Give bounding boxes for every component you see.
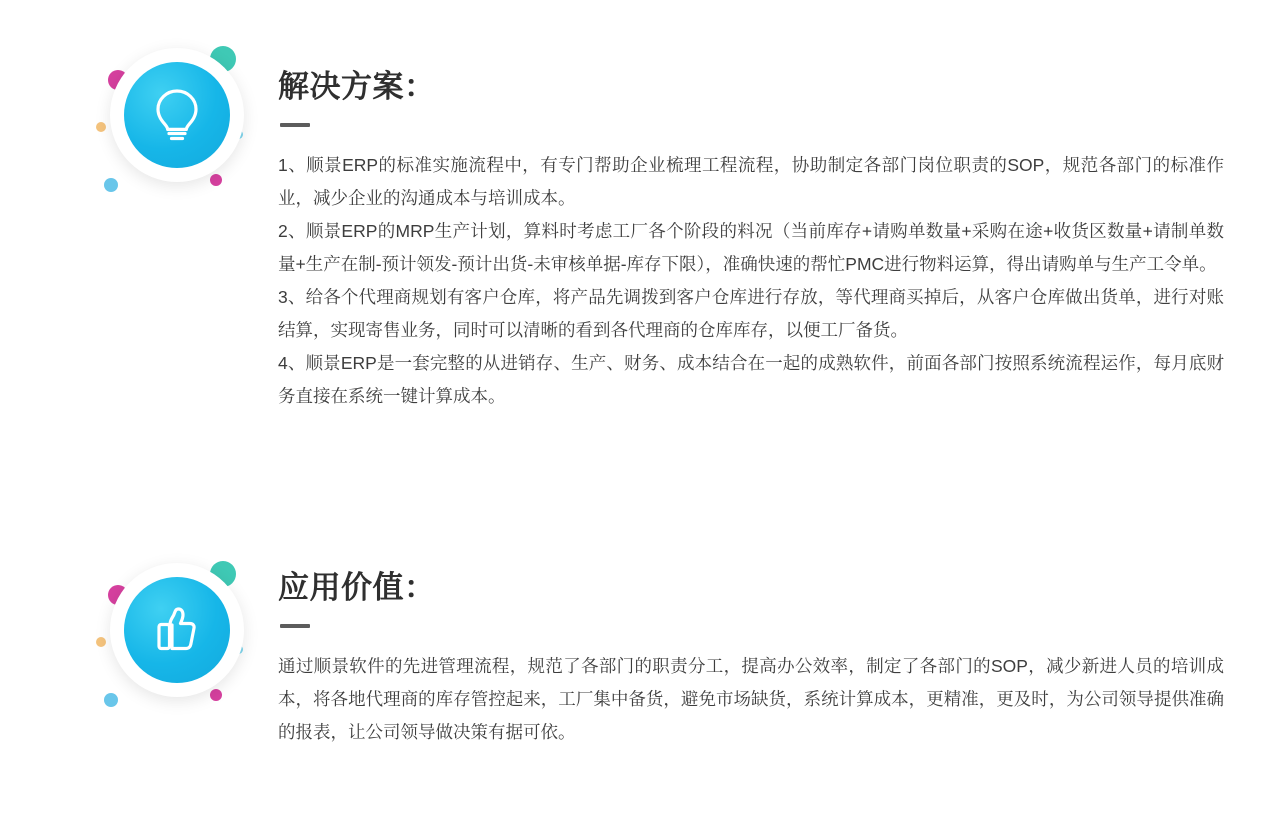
decorative-dot-sand bbox=[96, 122, 106, 132]
decorative-dot-sky-2 bbox=[104, 693, 118, 707]
section-solution bbox=[0, 30, 1264, 413]
decorative-dot-sky bbox=[104, 178, 118, 192]
decorative-dot-pink bbox=[210, 174, 222, 186]
solution-paragraph-2: 2、顺景ERP的MRP生产计划，算料时考虑工厂各个阶段的料况（当前库存+请购单数量+采购在途+收货区数量+请制单数量+生产在制-预计领发-预计出货-未审核单据-库存下限），准确快速的帮忙PMC进行物料运算，得出请购单与生产工令单。 bbox=[278, 221, 1224, 275]
thumbs-up-icon bbox=[124, 577, 230, 683]
value-content bbox=[278, 547, 1264, 749]
title-underline-2 bbox=[280, 624, 310, 628]
title-underline bbox=[280, 123, 310, 127]
value-paragraph-1: 通过顺景软件的先进管理流程，规范了各部门的职责分工，提高办公效率，制定了各部门的SOP，减少新进人员的培训成本，将各地代理商的库存管控起来，工厂集中备货，避免市场缺货，系统计算成本，更精准，更及时，为公司领导提供准确的报表，让公司领导做决策有据可依。 bbox=[278, 656, 1224, 743]
solution-paragraph-4: 4、顺景ERP是一套完整的从进销存、生产、财务、成本结合在一起的成熟软件，前面各部门按照系统流程运作，每月底财务直接在系统一键计算成本。 bbox=[278, 353, 1224, 407]
solution-paragraph-3: 3、给各个代理商规划有客户仓库，将产品先调拨到客户仓库进行存放，等代理商买掉后，从客户仓库做出货单，进行对账结算，实现寄售业务，同时可以清晰的看到各代理商的仓库库存，以便工厂备货。 bbox=[278, 287, 1224, 341]
thumbs-up-icon-badge bbox=[82, 545, 272, 735]
section-value bbox=[0, 545, 1264, 749]
page-title-solution: 解决方案： bbox=[278, 69, 436, 104]
page-title-value: 应用价值： bbox=[278, 570, 436, 605]
lightbulb-icon bbox=[124, 62, 230, 168]
lightbulb-icon-badge bbox=[82, 30, 272, 220]
decorative-dot-sand-2 bbox=[96, 637, 106, 647]
solution-content bbox=[278, 30, 1264, 413]
decorative-dot-pink-2 bbox=[210, 689, 222, 701]
solution-paragraph-1: 1、顺景ERP的标准实施流程中，有专门帮助企业梳理工程流程，协助制定各部门岗位职责的SOP，规范各部门的标准作业，减少企业的沟通成本与培训成本。 bbox=[278, 155, 1224, 209]
